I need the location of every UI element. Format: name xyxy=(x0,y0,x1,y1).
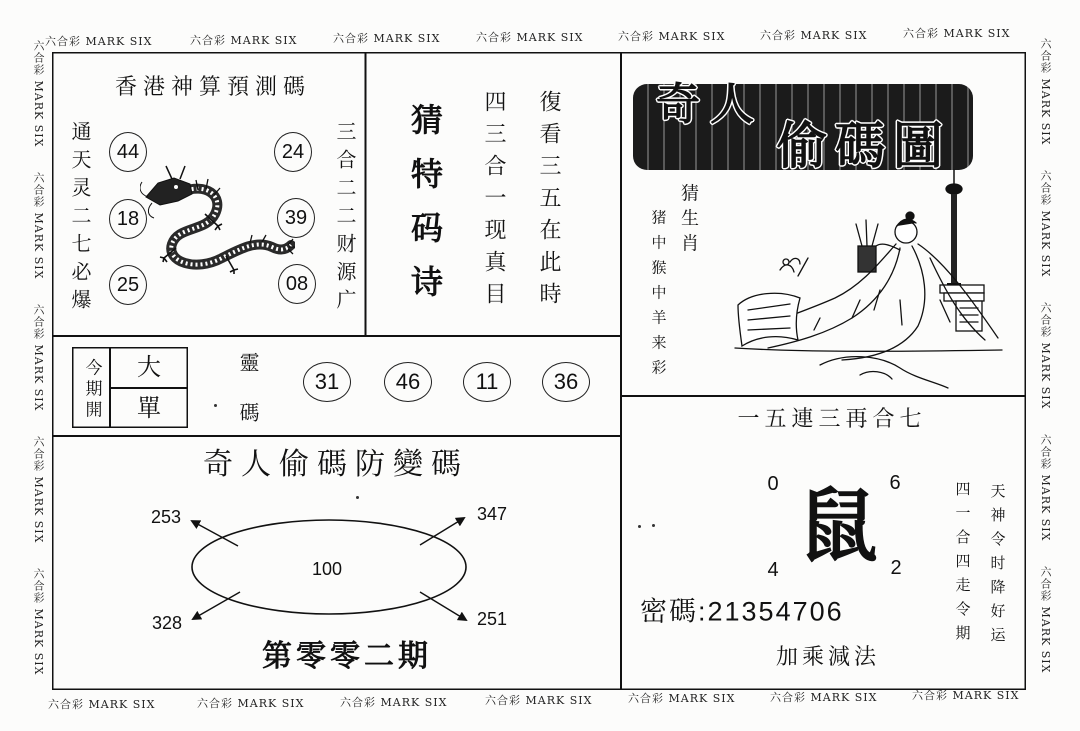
banner-line-1: 奇人 xyxy=(656,79,764,130)
border-label: 六合彩 MARK SIX xyxy=(760,29,868,42)
flowers xyxy=(780,258,808,276)
rat-headline: 一五連三再合七 xyxy=(737,407,927,432)
border-label: 六合彩 MARK SIX xyxy=(1039,170,1052,278)
tower-icon xyxy=(946,170,962,287)
poem-title: 猜特码诗 xyxy=(406,103,444,319)
speck xyxy=(214,404,217,407)
parity-value: 單 xyxy=(137,394,161,422)
poem-line-2: 復看三五在此時 xyxy=(536,90,561,314)
upper-left-number: 253 xyxy=(150,507,182,527)
border-label: 六合彩 MARK SIX xyxy=(190,34,298,47)
banner-line-2: 偷碼圖 xyxy=(777,116,951,175)
hk-prediction-title: 香港神算預測碼 xyxy=(114,75,312,100)
border-label: 六合彩 MARK SIX xyxy=(32,304,45,412)
border-label: 六合彩 MARK SIX xyxy=(32,436,45,544)
secret-code: 密碼:21354706 xyxy=(640,596,844,627)
left-border xyxy=(28,36,50,696)
dragon-illustration xyxy=(140,165,295,280)
border-label: 六合彩 MARK SIX xyxy=(485,694,593,707)
rat-panel xyxy=(620,395,1026,690)
zodiac-hint: 猪中猴中羊来彩 xyxy=(649,209,668,385)
arrow-lower-left xyxy=(193,592,240,619)
speck xyxy=(356,496,359,499)
issue-number: 第零零二期 xyxy=(262,639,432,674)
prediction-number-circle: 08 xyxy=(278,264,316,304)
speck xyxy=(652,524,655,527)
prediction-number-circle: 18 xyxy=(109,199,147,239)
border-label: 六合彩 MARK SIX xyxy=(45,35,153,48)
border-label: 六合彩 MARK SIX xyxy=(340,696,448,709)
border-label: 六合彩 MARK SIX xyxy=(32,172,45,280)
poem-line-1: 四三合一现真目 xyxy=(481,90,506,314)
bottom-border xyxy=(0,686,1080,716)
right-slogan: 三合二二财源广 xyxy=(333,121,357,317)
border-label: 六合彩 MARK SIX xyxy=(912,689,1020,702)
this-period-label: 今期開 xyxy=(81,358,102,422)
lucky-number-oval: 31 xyxy=(303,362,351,402)
speck xyxy=(638,525,641,528)
rat-upper-right-number: 6 xyxy=(889,472,901,494)
border-label: 六合彩 MARK SIX xyxy=(1039,38,1052,146)
box-divider xyxy=(110,387,188,389)
lower-right-number: 251 xyxy=(476,609,508,629)
prediction-number-circle: 39 xyxy=(277,198,315,238)
border-label: 六合彩 MARK SIX xyxy=(618,30,726,43)
border-label: 六合彩 MARK SIX xyxy=(1039,566,1052,674)
top-border xyxy=(0,0,1080,50)
left-slogan: 通天灵二七必爆 xyxy=(68,121,92,317)
thief-chart-panel xyxy=(620,52,1026,397)
border-label: 六合彩 MARK SIX xyxy=(32,40,45,148)
rat-upper-left-number: 0 xyxy=(767,473,779,495)
verse-left: 四一合四走令期 xyxy=(953,481,972,649)
border-label: 六合彩 MARK SIX xyxy=(1039,434,1052,542)
this-period-panel xyxy=(52,335,622,452)
lucky-number-oval: 11 xyxy=(463,362,511,402)
poem-panel xyxy=(365,52,622,337)
anti-change-panel xyxy=(52,435,622,690)
rat-lower-left-number: 4 xyxy=(767,559,779,581)
thief-chart-banner xyxy=(633,79,973,175)
scholar-illustration xyxy=(725,168,1008,392)
size-value: 大 xyxy=(137,353,161,381)
lucky-number-oval: 36 xyxy=(542,362,590,402)
this-period-box xyxy=(72,347,188,428)
border-label: 六合彩 MARK SIX xyxy=(48,698,156,711)
scroll xyxy=(738,293,800,346)
lucky-number-label: 靈碼 xyxy=(236,352,260,452)
border-label: 六合彩 MARK SIX xyxy=(197,697,305,710)
zodiac-hint-title: 猜生肖 xyxy=(678,183,699,259)
brush-holder xyxy=(856,220,878,272)
verse-right: 天神令时降好运 xyxy=(988,483,1007,651)
prediction-number-circle: 25 xyxy=(109,265,147,305)
hk-prediction-panel xyxy=(52,52,366,337)
prediction-number-circle: 24 xyxy=(274,132,312,172)
anti-change-title: 奇人偷碼防變碼 xyxy=(203,447,469,482)
border-label: 六合彩 MARK SIX xyxy=(770,691,878,704)
prediction-number-circle: 44 xyxy=(109,132,147,172)
arrow-lower-right xyxy=(420,592,466,620)
lower-left-number: 328 xyxy=(151,613,183,633)
zodiac-character: 鼠 xyxy=(798,479,878,573)
border-label: 六合彩 MARK SIX xyxy=(903,27,1011,40)
rat-lower-right-number: 2 xyxy=(890,557,902,579)
lucky-number-oval: 46 xyxy=(384,362,432,402)
border-label: 六合彩 MARK SIX xyxy=(1039,302,1052,410)
center-number: 100 xyxy=(311,559,343,579)
right-border xyxy=(1034,34,1058,694)
border-label: 六合彩 MARK SIX xyxy=(32,568,45,676)
border-label: 六合彩 MARK SIX xyxy=(628,692,736,705)
border-label: 六合彩 MARK SIX xyxy=(476,31,584,44)
border-label: 六合彩 MARK SIX xyxy=(333,32,441,45)
upper-right-number: 347 xyxy=(476,504,508,524)
method-label: 加乘減法 xyxy=(775,645,881,670)
